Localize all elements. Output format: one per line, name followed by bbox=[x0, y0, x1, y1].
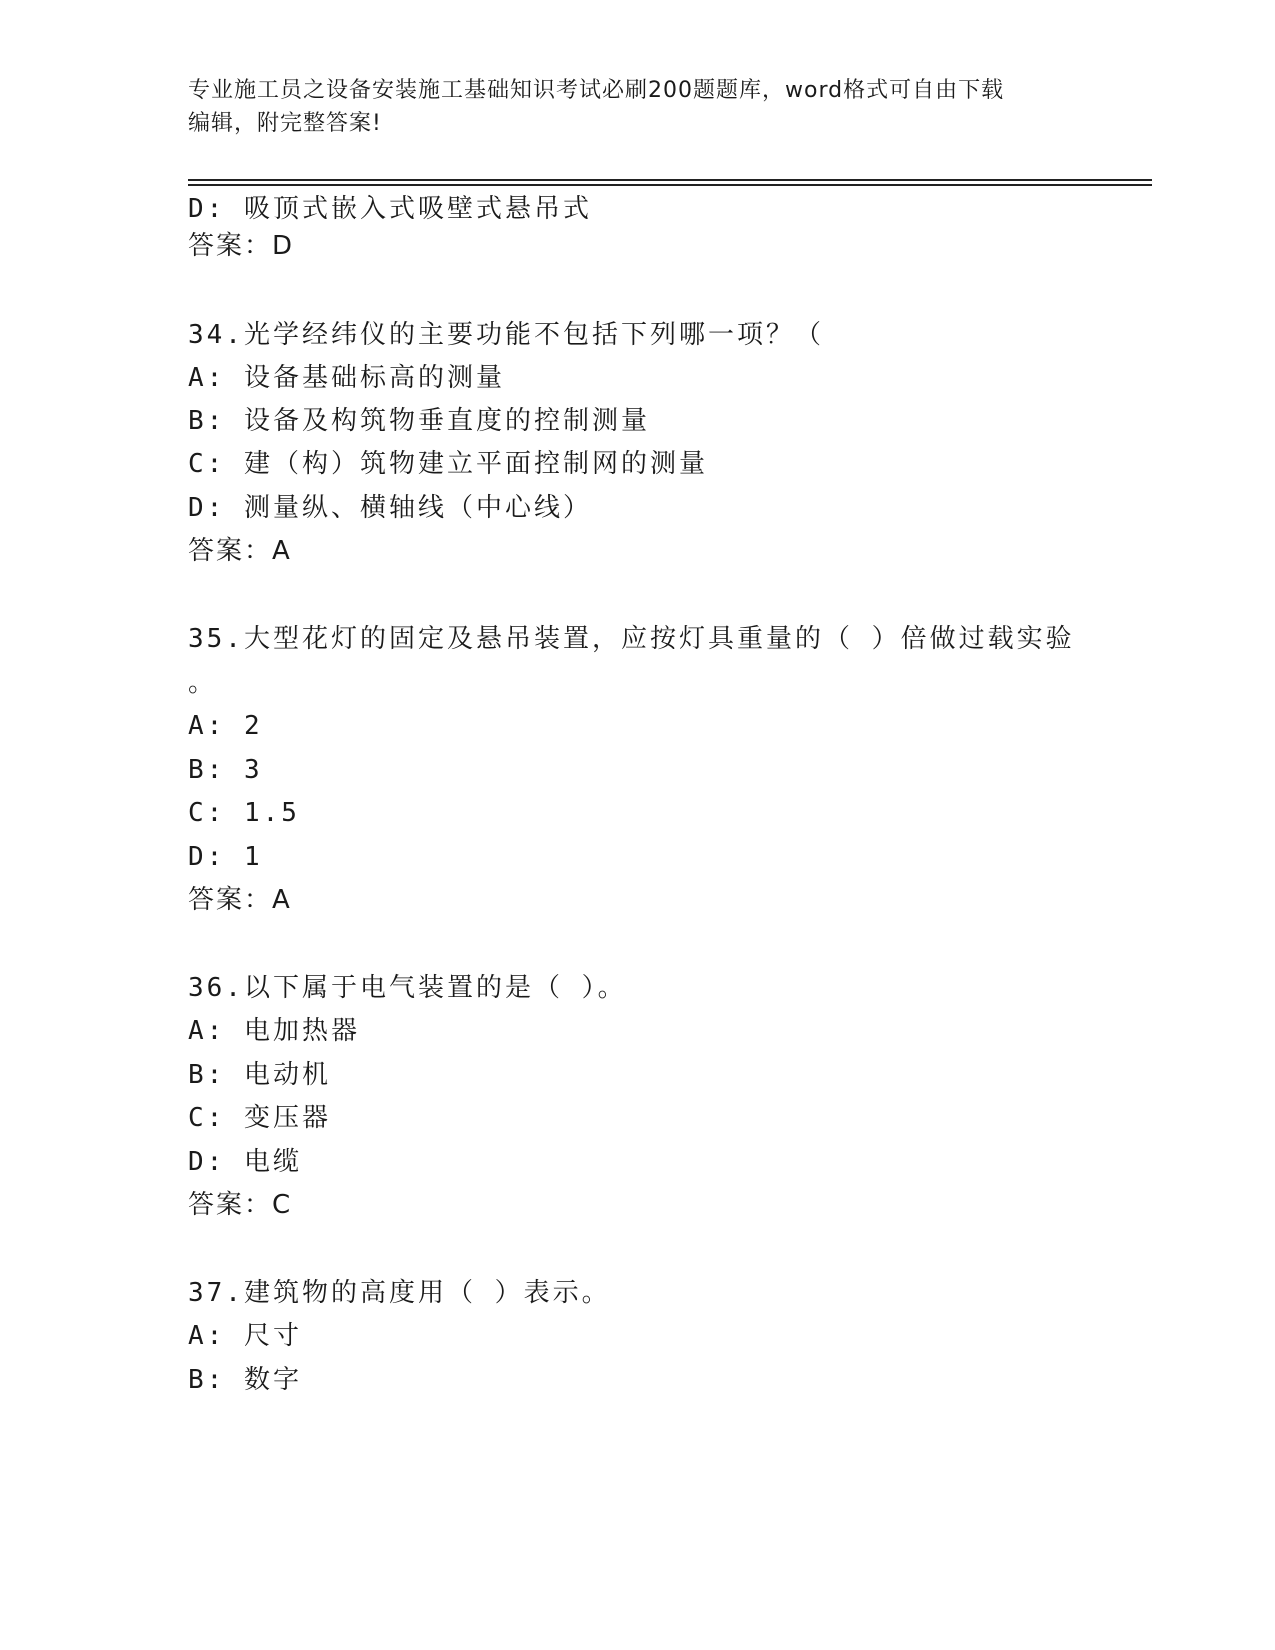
question-36-stem: 36.以下属于电气装置的是（ ）。 bbox=[188, 973, 627, 1003]
document-header bbox=[188, 74, 1088, 140]
question-35-stem-continued: 。 bbox=[188, 668, 218, 698]
header-rule-top bbox=[188, 179, 1152, 181]
question-36-option-c: C: 变压器 bbox=[188, 1103, 331, 1133]
question-37-stem: 37.建筑物的高度用（ ）表示。 bbox=[188, 1278, 611, 1308]
question-36-option-b: B: 电动机 bbox=[188, 1060, 331, 1090]
question-34-option-d: D: 测量纵、横轴线（中心线） bbox=[188, 493, 592, 523]
question-34-option-b: B: 设备及构筑物垂直度的控制测量 bbox=[188, 406, 650, 436]
question-36-option-a: A: 电加热器 bbox=[188, 1016, 360, 1046]
question-37-option-a: A: 尺寸 bbox=[188, 1321, 302, 1351]
question-36-option-d: D: 电缆 bbox=[188, 1147, 302, 1177]
question-34-answer: 答案：A bbox=[188, 536, 292, 566]
header-line-1: 专业施工员之设备安装施工基础知识考试必刷200题题库，word格式可自由下载 bbox=[188, 78, 1005, 103]
question-35-stem: 35.大型花灯的固定及悬吊装置，应按灯具重量的（ ）倍做过载实验 bbox=[188, 624, 1075, 654]
question-35-option-b: B: 3 bbox=[188, 755, 263, 785]
header-line-2: 编辑，附完整答案! bbox=[188, 111, 382, 136]
question-37-option-b: B: 数字 bbox=[188, 1365, 302, 1395]
question-35-option-a: A: 2 bbox=[188, 711, 263, 741]
question-34-option-a: A: 设备基础标高的测量 bbox=[188, 363, 505, 393]
question-34-option-c: C: 建（构）筑物建立平面控制网的测量 bbox=[188, 449, 708, 479]
question-35-option-c: C: 1.5 bbox=[188, 798, 300, 828]
question-35-option-d: D: 1 bbox=[188, 842, 263, 872]
prev-option-d: D: 吸顶式嵌入式吸壁式悬吊式 bbox=[188, 194, 592, 224]
question-36-answer: 答案：C bbox=[188, 1190, 293, 1220]
header-rule-bottom bbox=[188, 184, 1152, 186]
prev-answer: 答案：D bbox=[188, 231, 295, 261]
question-34-stem: 34.光学经纬仪的主要功能不包括下列哪一项？（ bbox=[188, 320, 824, 350]
question-35-answer: 答案：A bbox=[188, 885, 292, 915]
